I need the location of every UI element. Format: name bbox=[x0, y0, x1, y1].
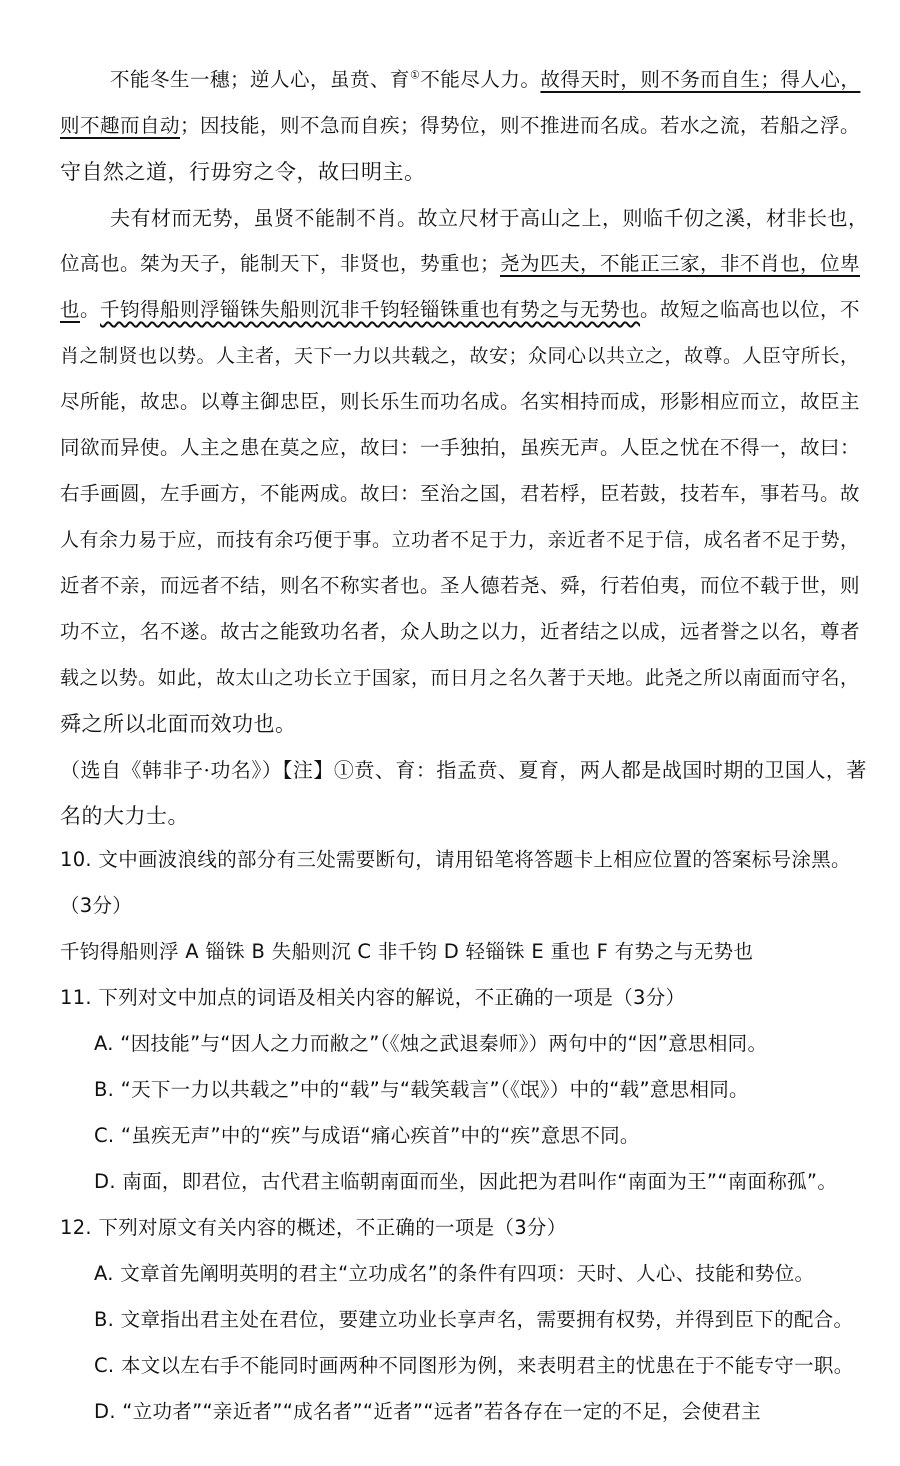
passage-line: 右手画圆，左手画方，不能两成。故曰：至治之国，君若桴，臣若鼓，技若车，事若马。故 bbox=[60, 482, 861, 505]
question-10-text: 千钧得船则浮 A 锱铢 B 失船则沉 C 非千钧 D 轻锱铢 E 重也 F 有势之与无势也 bbox=[60, 940, 754, 963]
question-12-option-d: D. “立功者”“亲近者”“成名者”“近者”“远者”若各存在一定的不足，会使君主 bbox=[94, 1400, 761, 1423]
question-11-option-b: B. “天下一力以共载之”中的“载”与“载笑载言”（《氓》）中的“载”意思相同。 bbox=[94, 1078, 749, 1101]
passage-line: 载之以势。如此，故太山之功长立于国家，而日月之名久著于天地。此尧之所以南面而守名， bbox=[60, 667, 860, 689]
wavy-underlined-sentence: 千钧得船则浮锱铢失船则沉非千钧轻锱铢重也有势之与无势也 bbox=[100, 298, 641, 321]
underlined-sentence: 故得天时，则不务而自生；得人心， bbox=[540, 68, 861, 91]
question-10-stem: 10. 文中画波浪线的部分有三处需要断句，请用铅笔将答题卡上相应位置的答案标号涂黑。 bbox=[60, 848, 851, 871]
question-12-stem: 12. 下列对原文有关内容的概述，不正确的一项是（3分） bbox=[60, 1216, 567, 1239]
question-11-option-c: C. “虽疾无声”中的“疾”与成语“痛心疾首”中的“疾”意思不同。 bbox=[94, 1124, 640, 1147]
underlined-sentence: 也 bbox=[60, 298, 81, 321]
passage-line: 夫有材而无势，虽贤不能制不肖。故立尺材于高山之上，则临千仞之溪，材非长也， bbox=[110, 206, 869, 230]
passage-text: 不能冬生一穗；逆人心，虽贲、育 bbox=[110, 68, 411, 91]
passage-text: 。 bbox=[80, 298, 101, 321]
question-11-option-d: D. 南面，即君位，古代君主临朝南面而坐，因此把为君叫作“南面为王”“南面称孤”。 bbox=[94, 1170, 838, 1193]
passage-line: 功不立，名不遂。故古之能致功名者，众人助之以力，近者结之以成，远者誉之以名，尊者 bbox=[60, 620, 861, 643]
source-note: 名的大力士。 bbox=[60, 804, 189, 828]
question-10-score: （3分） bbox=[60, 894, 133, 917]
underlined-sentence: 尧为匹夫，不能正三家，非不肖也，位卑 bbox=[500, 252, 861, 275]
passage-line bbox=[60, 296, 860, 324]
passage-line: 人有余力易于应，而技有余巧便于事。立功者不足于力，亲近者不足于信，成名者不足于势， bbox=[60, 529, 860, 551]
passage-line: 近者不亲，而远者不结，则名不称实者也。圣人德若尧、舜，行若伯夷，而位不载于世，则 bbox=[60, 574, 861, 597]
question-12-option-c: C. 本文以左右手不能同时画两种不同图形为例，来表明君主的忧患在于不能专守一职。 bbox=[94, 1354, 854, 1377]
passage-text: ；因技能，则不急而自疾；得势位，则不推进而名成。若水之流，若船之浮。 bbox=[180, 114, 861, 137]
passage-line bbox=[60, 250, 860, 278]
passage-text: 不能尽人力。 bbox=[420, 68, 541, 91]
question-12-option-b: B. 文章指出君主处在君位，要建立功业长享声名，需要拥有权势，并得到臣下的配合。 bbox=[94, 1308, 854, 1331]
source-note: （选自《韩非子·功名》）【注】①贲、育：指孟贲、夏育，两人都是战国时期的卫国人，著 bbox=[60, 758, 867, 782]
question-11-stem: 11. 下列对文中加点的词语及相关内容的解说，不正确的一项是（3分） bbox=[60, 986, 686, 1009]
passage-line: 守自然之道，行毋穷之令，故曰明主。 bbox=[60, 160, 426, 184]
question-12-option-a: A. 文章首先阐明英明的君主“立功成名”的条件有四项：天时、人心、技能和势位。 bbox=[94, 1262, 815, 1285]
question-11-option-a: A. “因技能”与“因人之力而敝之”（《烛之武退秦师》）两句中的“因”意思相同。 bbox=[94, 1032, 768, 1055]
passage-line bbox=[60, 112, 860, 140]
passage-text: 。故短之临高也以位，不 bbox=[640, 298, 861, 321]
passage-line: 尽所能，故忠。以尊主御忠臣，则长乐生而功名成。名实相持而成，形影相应而立，故臣主 bbox=[60, 390, 861, 413]
underlined-sentence: 则不趣而自动 bbox=[60, 114, 181, 137]
footnote-marker: ① bbox=[410, 68, 421, 82]
passage-text: 位高也。桀为天子，能制天下，非贤也，势重也； bbox=[60, 252, 501, 275]
passage-line: 肖之制贤也以势。人主者，天下一力以共载之，故安；众同心以共立之，故尊。人臣守所长， bbox=[60, 345, 860, 367]
passage-line: 同欲而异使。人主之患在莫之应，故曰：一手独拍，虽疾无声。人臣之忧在不得一，故曰： bbox=[60, 436, 861, 459]
passage-line bbox=[110, 66, 860, 94]
passage-line: 舜之所以北面而效功也。 bbox=[60, 712, 297, 736]
